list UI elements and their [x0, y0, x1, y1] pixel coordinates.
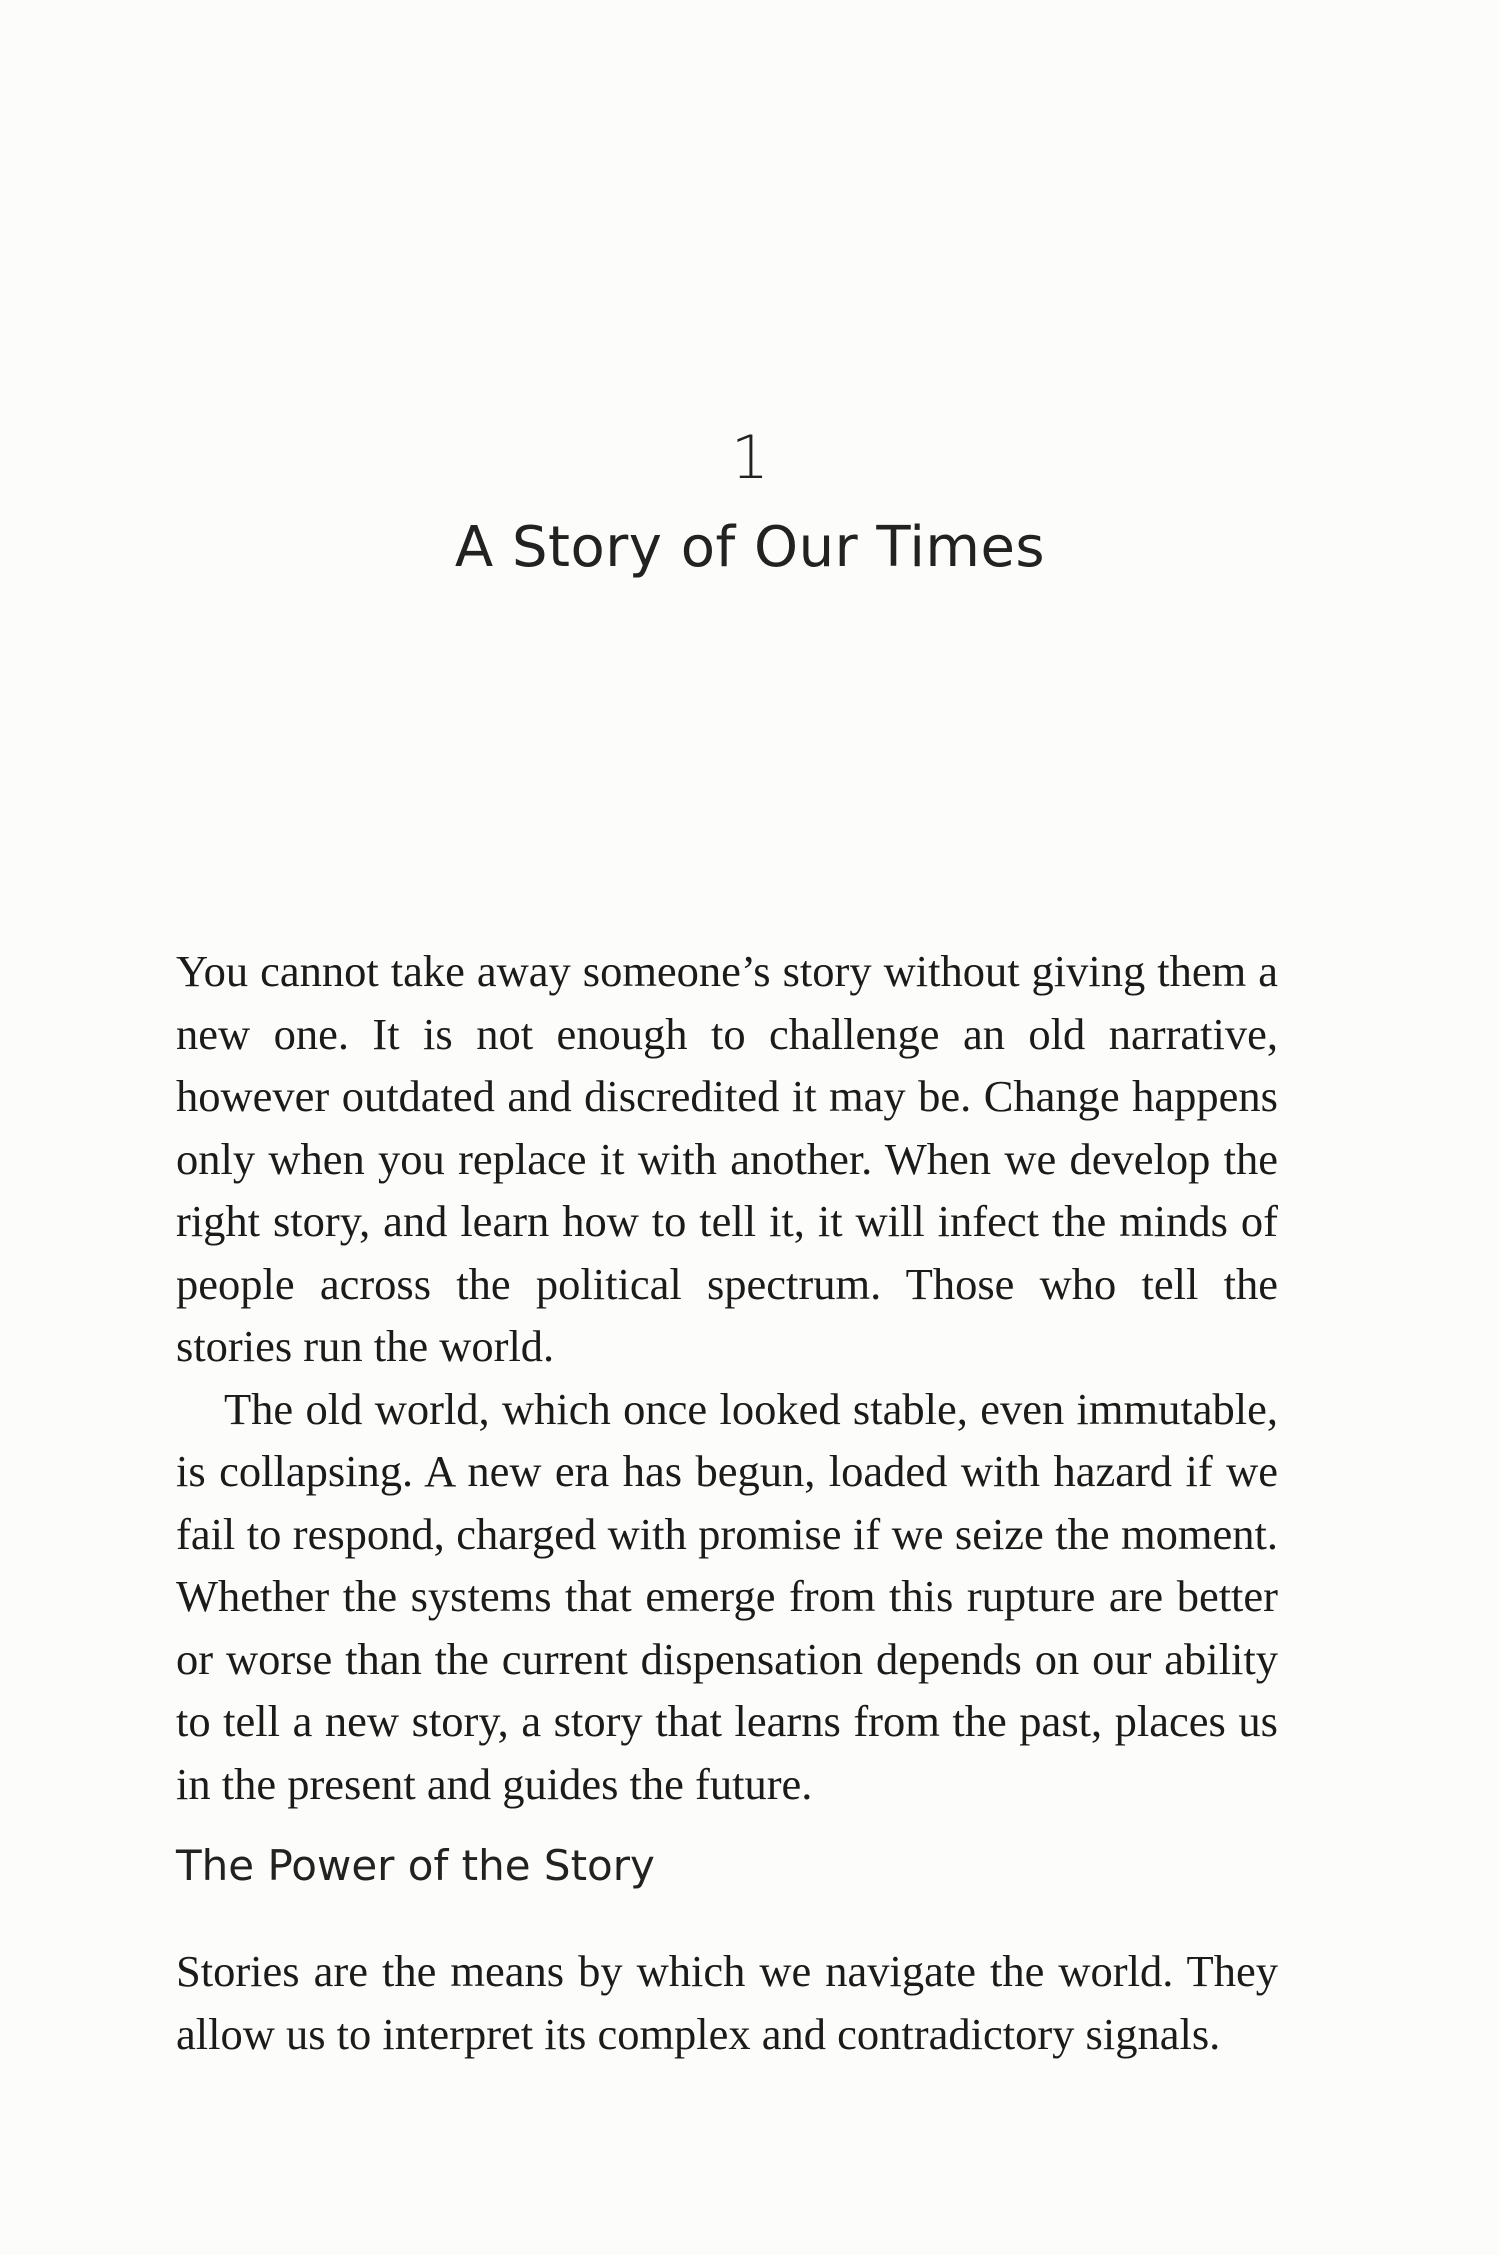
opening-text	[176, 940, 1278, 1815]
paragraph: You cannot take away someone’s story without giving them a new one. It is not enough to challenge an old narrative, however outdated and discredited it may be. Change happens only when you replace it with another. When we develop the right story, and learn how to tell it, it will infect the minds of people across the political spectrum. Those who tell the stories run the world.	[176, 946, 1278, 1371]
section-text	[176, 1940, 1278, 2065]
section-heading: The Power of the Story	[176, 1841, 655, 1890]
chapter-number: 1	[730, 423, 770, 493]
paragraph: The old world, which once looked stable, even immutable, is collapsing. A new era has begun, loaded with hazard if we fail to respond, charged with promise if we seize the moment. Whether the systems that emerge from this rupture are better or worse than the current dispensation depends on our ability to tell a new story, a story that learns from the past, places us in the present and guides the future.	[176, 1383, 1278, 1809]
paragraph: Stories are the means by which we navigate the world. They allow us to interpret its complex and contradictory signals.	[176, 1946, 1278, 2059]
chapter-title: A Story of Our Times	[454, 515, 1046, 580]
